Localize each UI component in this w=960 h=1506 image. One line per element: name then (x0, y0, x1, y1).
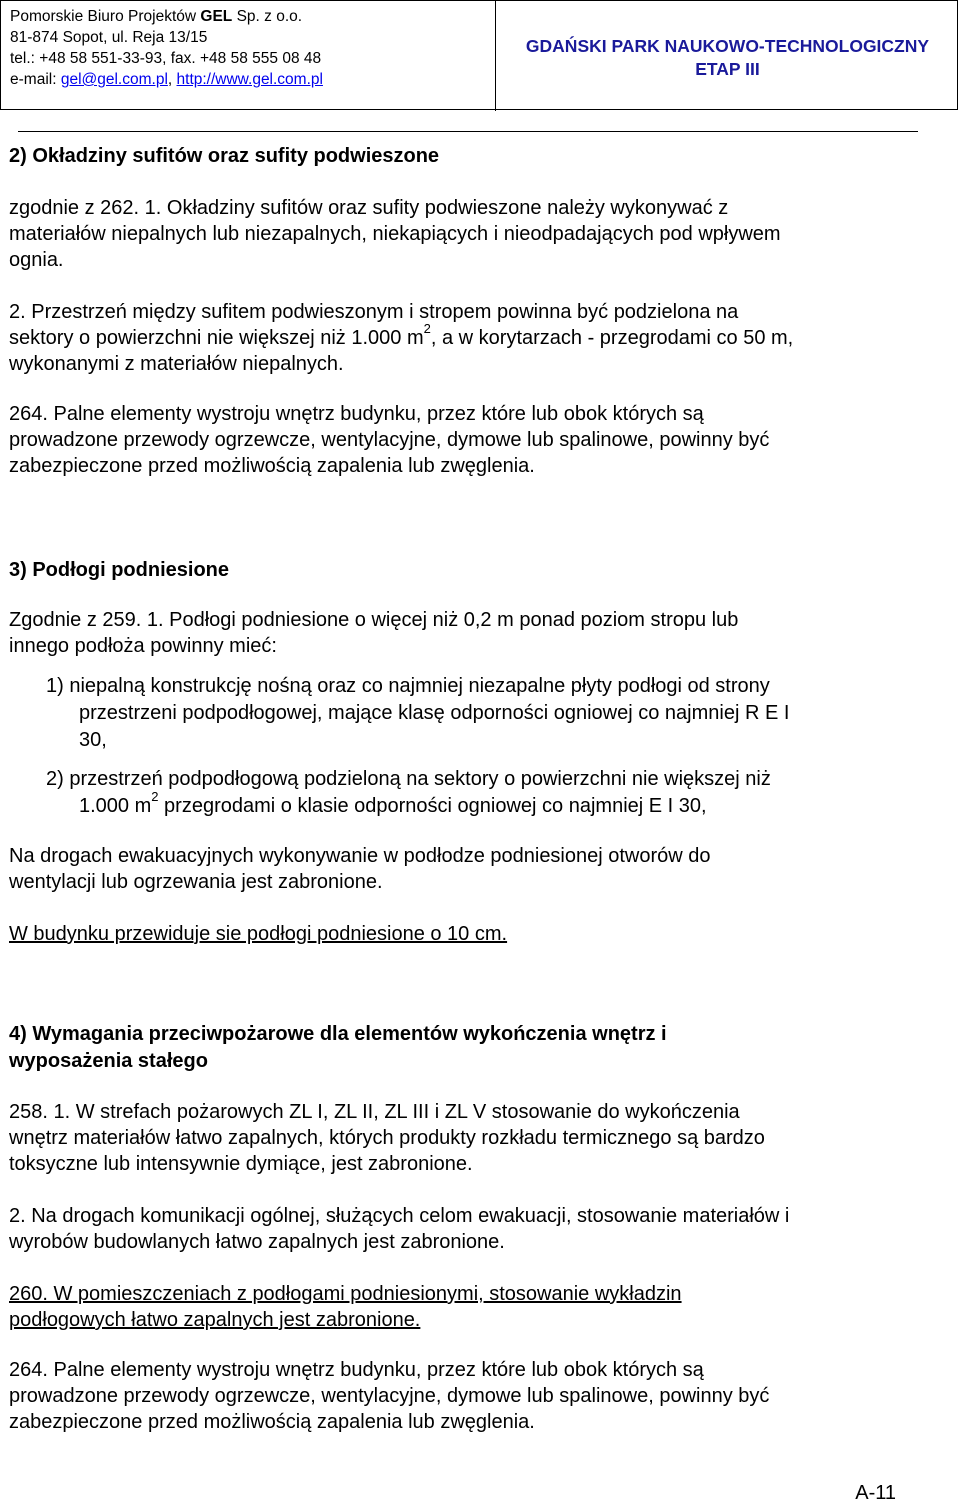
line-text: 1.000 m (79, 795, 152, 817)
section-heading-finishing: 4) Wymagania przeciwpożarowe dla elementów wykończenia wnętrz i (9, 1023, 667, 1045)
paragraph-line: prowadzone przewody ogrzewcze, wentylacyjne, dymowe lub spalinowe, powinny być (9, 429, 770, 451)
section-heading-ceilings: 2) Okładziny sufitów oraz sufity podwieszone (9, 145, 440, 167)
paragraph-line: wyrobów budowlanych łatwo zapalnych jest zabronione. (9, 1231, 505, 1253)
line-text: , a w korytarzach - przegrodami co 50 m, (430, 327, 794, 349)
email-label: e-mail: (10, 71, 57, 88)
list-item-line: 1) niepalną konstrukcję nośną oraz co najmniej niezapalne płyty podłogi od strony (46, 675, 770, 697)
paragraph-line: podłogowych łatwo zapalnych jest zabronione. (9, 1309, 421, 1331)
website-link[interactable]: http://www.gel.com.pl (176, 71, 323, 88)
company-phone-fax: tel.: +48 58 551-33-93, fax. +48 58 555 08 48 (10, 50, 322, 67)
paragraph-line: materiałów niepalnych lub niezapalnych, niekapiących i nieodpadających pod wpływem (9, 223, 781, 245)
company-name: Pomorskie Biuro Projektów (10, 8, 197, 25)
project-title-block (496, 1, 959, 111)
paragraph-line: 264. Palne elementy wystroju wnętrz budynku, przez które lub obok których są (9, 403, 704, 425)
paragraph-line: zabezpieczone przed możliwością zapalenia lub zwęglenia. (9, 1411, 535, 1433)
section-heading-raised-floors: 3) Podłogi podniesione (9, 559, 229, 581)
line-text: przegrodami o klasie odporności ogniowej co najmniej E I 30, (158, 795, 707, 817)
paragraph-line: 264. Palne elementy wystroju wnętrz budynku, przez które lub obok których są (9, 1359, 704, 1381)
list-item-line: 2) przestrzeń podpodłogową podzieloną na sektory o powierzchni nie większej niż (46, 768, 771, 790)
company-contact-line (10, 69, 495, 90)
list-item-line: przestrzeni podpodłogowej, mające klasę odporności ogniowej co najmniej R E I (79, 702, 790, 724)
paragraph-line: innego podłoża powinny mieć: (9, 635, 277, 657)
page-number: A-11 (855, 1482, 896, 1504)
paragraph-line: Zgodnie z 259. 1. Podłogi podniesione o więcej niż 0,2 m ponad poziom stropu lub (9, 609, 739, 631)
paragraph-line: wykonanymi z materiałów niepalnych. (9, 353, 344, 375)
paragraph-line: 2. Przestrzeń między sufitem podwieszonym i stropem powinna być podzielona na (9, 301, 739, 323)
paragraph-line: wnętrz materiałów łatwo zapalnych, których produkty rozkładu termicznego są bardzo (9, 1127, 765, 1149)
header-divider (18, 131, 918, 132)
paragraph-line: zgodnie z 262. 1. Okładziny sufitów oraz sufity podwieszone należy wykonywać z (9, 197, 729, 219)
company-name-line (10, 6, 495, 27)
paragraph-line: W budynku przewiduje sie podłogi podniesione o 10 cm. (9, 923, 508, 945)
paragraph-line: ognia. (9, 249, 64, 271)
list-item-line: 30, (79, 729, 107, 751)
email-link[interactable]: gel@gel.com.pl (60, 71, 168, 88)
paragraph-line: zabezpieczone przed możliwością zapalenia lub zwęglenia. (9, 455, 535, 477)
project-title: GDAŃSKI PARK NAUKOWO-TECHNOLOGICZNY (525, 36, 930, 56)
section-heading-finishing-cont: wyposażenia stałego (9, 1050, 208, 1072)
line-text: sektory o powierzchni nie większej niż 1.000 m (9, 327, 424, 349)
list-item-line (79, 789, 707, 820)
company-suffix: Sp. z o.o. (236, 8, 303, 25)
company-address: 81-874 Sopot, ul. Reja 13/15 (10, 29, 208, 46)
paragraph-line (9, 321, 794, 352)
superscript: 2 (423, 321, 431, 337)
paragraph-line: 258. 1. W strefach pożarowych ZL I, ZL II, ZL III i ZL V stosowanie do wykończenia (9, 1101, 740, 1123)
document-header (0, 0, 958, 110)
paragraph-line: wentylacji lub ogrzewania jest zabronione. (9, 871, 383, 893)
paragraph-line: 2. Na drogach komunikacji ogólnej, służących celom ewakuacji, stosowanie materiałów i (9, 1205, 790, 1227)
paragraph-line: 260. W pomieszczeniach z podłogami podniesionymi, stosowanie wykładzin (9, 1283, 682, 1305)
company-info (1, 1, 496, 111)
paragraph-line: prowadzone przewody ogrzewcze, wentylacyjne, dymowe lub spalinowe, powinny być (9, 1385, 770, 1407)
paragraph-line: toksyczne lub intensywnie dymiące, jest zabronione. (9, 1153, 473, 1175)
contact-separator: , (167, 71, 173, 88)
superscript: 2 (151, 789, 159, 805)
company-abbr: GEL (200, 8, 233, 25)
project-stage: ETAP III (695, 59, 760, 79)
paragraph-line: Na drogach ewakuacyjnych wykonywanie w podłodze podniesionej otworów do (9, 845, 711, 867)
